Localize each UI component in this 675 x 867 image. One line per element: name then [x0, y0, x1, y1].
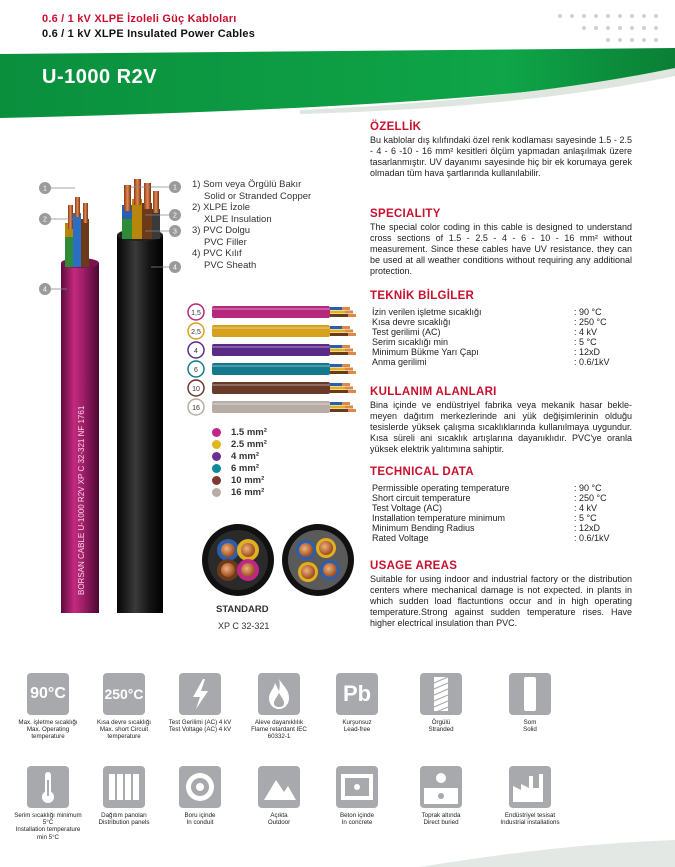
feature-tile [165, 673, 235, 733]
section-text: Suitable for using indoor and industrial factory or the distribution centers where mechanical damage is not expected. in plants in which sudden load flactuntions occur and in high operating temperature.Strong against sudden temperature rises. Have higher electrical insulation than PVC. [370, 574, 632, 628]
solid-icon [509, 673, 551, 715]
spec-label: Kısa devre sıcaklığı [372, 317, 451, 327]
spec-row [372, 503, 642, 513]
in-conduit-icon [179, 766, 221, 808]
flame-retardant-icon [258, 673, 300, 715]
section-title: USAGE AREAS [370, 560, 458, 572]
size-color-dot [212, 428, 221, 437]
feature-caption: Boru içinde In conduit [184, 812, 216, 827]
spec-row [372, 523, 642, 533]
feature-caption: Örgülü Stranded [428, 719, 454, 734]
size-legend [212, 426, 267, 498]
size-label: 16 mm² [231, 486, 265, 498]
installation-temperature-icon [27, 766, 69, 808]
spec-row [372, 483, 642, 493]
size-legend-item [212, 462, 267, 474]
legend-item-4: 4) PVC Kılıf PVC Sheath [192, 248, 257, 271]
size-color-dot [212, 464, 221, 473]
feature-tile [322, 766, 392, 826]
spec-value: : 250 °C [574, 493, 607, 503]
section-technical-title-wrap [370, 466, 632, 480]
spec-row [372, 317, 642, 327]
operating-temperature-icon [27, 673, 69, 715]
spec-row [372, 357, 642, 367]
sample-cable-badge: 6 [194, 367, 198, 374]
feature-tile [13, 766, 83, 841]
spec-label: Test Voltage (AC) [372, 503, 443, 513]
icon-glyph-text: 250°C [104, 686, 144, 702]
cable-print-text: BORSAN CABLE U-1000 R2V XP C 32-321 NF 1761 [77, 405, 86, 595]
size-label: 1.5 mm² [231, 426, 267, 438]
icon-glyph-text: 90°C [30, 685, 66, 702]
spec-row [372, 337, 642, 347]
spec-row [372, 307, 642, 317]
section-title: SPECIALITY [370, 208, 441, 220]
callout-2b: 2 [173, 212, 177, 220]
standard-code: XP C 32-321 [218, 621, 270, 631]
spec-label: Rated Voltage [372, 533, 429, 543]
section-usage [370, 560, 632, 629]
section-speciality [370, 208, 632, 277]
legend-item-1: 1) Som veya Örgülü Bakır Solid or Stranded Copper [192, 179, 312, 202]
feature-caption: Kısa devre sıcaklığı Max. short Circuit temperature [97, 719, 151, 741]
sample-cable-4 [188, 361, 356, 377]
callout-1b: 1 [173, 184, 177, 192]
feature-caption: Beton içinde In concrete [339, 812, 375, 827]
feature-caption: Som Solid [523, 719, 537, 734]
feature-caption: Toprak altında Direct buried [421, 812, 461, 827]
spec-label: Serim sıcaklığı min [372, 337, 449, 347]
size-color-dot [212, 440, 221, 449]
sample-cable-badge: 4 [194, 348, 198, 355]
feature-tile [406, 766, 476, 826]
spec-value: : 90 °C [574, 307, 602, 317]
product-code: U-1000 R2V [42, 66, 158, 88]
spec-row [372, 513, 642, 523]
size-label: 6 mm² [231, 462, 259, 474]
feature-caption: Aleve dayanıklılık Flame retardant IEC 60332-1 [251, 719, 307, 741]
spec-value: : 0.6/1kV [574, 533, 610, 543]
spec-label: Anma gerilimi [372, 357, 427, 367]
spec-row [372, 347, 642, 357]
feature-tile [406, 673, 476, 733]
distribution-panels-icon [103, 766, 145, 808]
lead-free-icon [336, 673, 378, 715]
section-ozellik [370, 121, 632, 179]
outdoor-icon [258, 766, 300, 808]
spec-value: : 5 °C [574, 337, 597, 347]
spec-label: İzin verilen işletme sıcaklığı [372, 307, 482, 317]
sample-cable-badge: 10 [192, 386, 200, 393]
spec-value: : 0.6/1kV [574, 357, 610, 367]
size-color-dot [212, 476, 221, 485]
feature-tile [244, 673, 314, 741]
spec-value: : 4 kV [574, 327, 598, 337]
spec-value: : 12xD [574, 347, 601, 357]
size-label: 10 mm² [231, 474, 265, 486]
size-legend-item [212, 426, 267, 438]
cross-section-images [200, 520, 360, 600]
section-kullanim [370, 386, 632, 455]
spec-label: Minimum Bükme Yarı Çapı [372, 347, 479, 357]
teknik-table [372, 307, 642, 367]
feature-caption: Endüstriyel tesisat Industrial installations [500, 812, 560, 827]
spec-label: Permissible operating temperature [372, 483, 510, 493]
component-legend [192, 179, 311, 271]
sample-cable-3 [188, 342, 356, 358]
sample-cables [184, 302, 364, 418]
technical-table [372, 483, 642, 543]
stranded-icon [420, 673, 462, 715]
sample-cable-1 [188, 304, 356, 320]
in-concrete-icon [336, 766, 378, 808]
section-text: Bu kablolar dış kılıfındaki özel renk kodlaması sayesinde 1.5 - 2.5 - 4 - 6 -10 - 16 mm² kesitleri ölçüm yapmadan anlaşılmak üzere tasarlanmıştır. UV dayanımı sayesinde hiç bir ek korumaya gerek olmadan tüm hava şartlarında kullanılabilir. [370, 135, 632, 178]
size-legend-item [212, 438, 267, 450]
spec-value: : 12xD [574, 523, 601, 533]
section-teknik-title-wrap [370, 290, 632, 304]
spec-value: : 90 °C [574, 483, 602, 493]
sample-cable-badge: 1,5 [191, 310, 201, 317]
short-circuit-temperature-icon [103, 673, 145, 715]
header-title-en: 0.6 / 1 kV XLPE Insulated Power Cables [42, 28, 256, 40]
callout-3: 3 [173, 228, 177, 236]
spec-value: : 4 kV [574, 503, 598, 513]
feature-tile [89, 766, 159, 826]
feature-caption: Serim sıcaklığı minimum 5°C Installation temperature min 5°C [14, 812, 82, 841]
legend-item-3: 3) PVC Dolgu PVC Filler [192, 225, 251, 248]
feature-tile [13, 673, 83, 741]
callout-2: 2 [43, 216, 47, 224]
sample-cable-2 [188, 323, 356, 339]
spec-value: : 250 °C [574, 317, 607, 327]
industrial-installations-icon [509, 766, 551, 808]
section-text: The special color coding in this cable is designed to understand cross sections of 1.5 - 2.5 - 4 - 6 - 10 - 16 mm² without measurement. Since these cables have UV resistance. they can be used at all weather conditions without requiring any additional protection. [370, 222, 632, 276]
spec-label: Installation temperature minimum [372, 513, 506, 523]
section-title: ÖZELLİK [370, 121, 422, 133]
size-legend-item [212, 474, 267, 486]
sample-cable-badge: 2,5 [191, 329, 201, 336]
feature-caption: Dağıtım panoları Distribution panels [98, 812, 150, 827]
size-label: 4 mm² [231, 450, 259, 462]
section-title: KULLANIM ALANLARI [370, 386, 497, 398]
standard-title: STANDARD [216, 604, 269, 615]
cable-illustration [35, 175, 185, 615]
feature-caption: Test Gerilimi (AC) 4 kV Test Voltage (AC) 4 kV [168, 719, 232, 734]
spec-row [372, 493, 642, 503]
feature-caption: Kurşunsuz Lead-free [342, 719, 372, 734]
sample-cable-6 [188, 399, 356, 415]
spec-label: Short circuit temperature [372, 493, 471, 503]
spec-row [372, 533, 642, 543]
sample-cable-5 [188, 380, 356, 396]
feature-tile [495, 673, 565, 733]
feature-tile [165, 766, 235, 826]
section-text: Bina içinde ve endüstriyel fabrika veya mekanik hasar bekle-meyen dağıtım merkezlerinde ani yük değişimlerinin olduğu tesislerde yüksek çalışma sıcaklıklarında kullanılmaya uygundur. Kısa süreli ani sıcaklık artışlarına dayanıklıdır. PVC'ye oranla yüksek elektrik yalıtımına sahiptir. [370, 400, 632, 454]
spec-row [372, 327, 642, 337]
direct-buried-icon [420, 766, 462, 808]
size-color-dot [212, 452, 221, 461]
feature-caption: Max. işletme sıcaklığı Max. Operating temperature [18, 719, 78, 741]
feature-tile [495, 766, 565, 826]
spec-label: Test gerilimi (AC) [372, 327, 441, 337]
test-voltage-icon [179, 673, 221, 715]
spec-label: Minimum Bending Radius [372, 523, 475, 533]
icon-glyph-text: Pb [342, 681, 372, 706]
bottom-swoosh [0, 840, 675, 867]
feature-tile [322, 673, 392, 733]
legend-item-2: 2) XLPE İzole XLPE Insulation [192, 202, 272, 225]
size-label: 2.5 mm² [231, 438, 267, 450]
size-legend-item [212, 486, 267, 498]
size-color-dot [212, 488, 221, 497]
callout-4: 4 [43, 286, 47, 294]
sample-cable-badge: 16 [192, 405, 200, 412]
callout-1: 1 [43, 185, 47, 193]
size-legend-item [212, 450, 267, 462]
section-title: TECHNICAL DATA [370, 466, 474, 478]
section-title: TEKNİK BİLGİLER [370, 290, 475, 302]
callout-4b: 4 [173, 264, 177, 272]
feature-caption: Açıkta Outdoor [267, 812, 291, 827]
spec-value: : 5 °C [574, 513, 597, 523]
feature-tile [244, 766, 314, 826]
feature-tile [89, 673, 159, 741]
header-title-tr: 0.6 / 1 kV XLPE İzoleli Güç Kabloları [42, 13, 237, 25]
